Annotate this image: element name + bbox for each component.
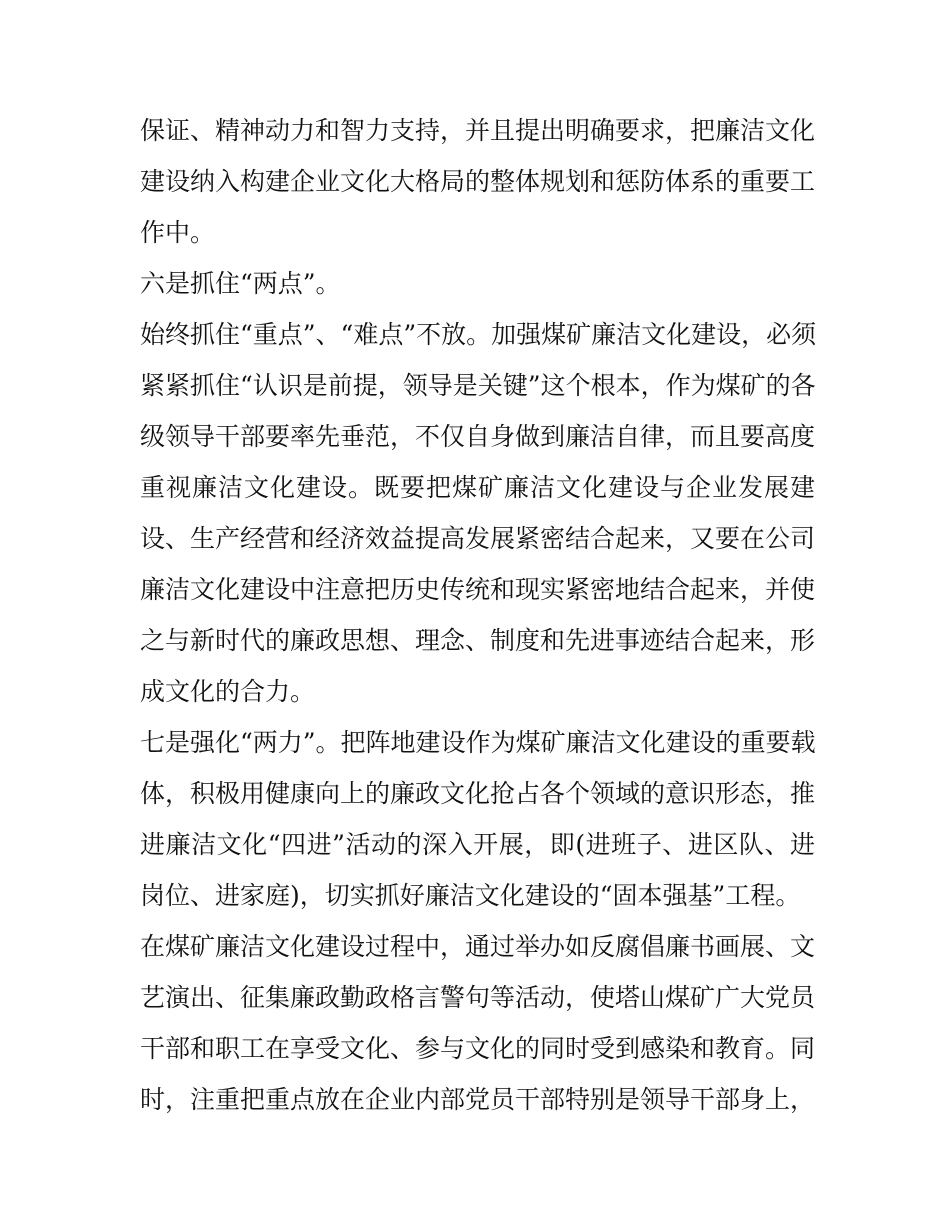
text-line: 七是强化“两力”。把阵地建设作为煤矿廉洁文化建设的重要载 xyxy=(140,728,816,757)
text-line: 级领导干部要率先垂范，不仅自身做到廉洁自律，而且要高度 xyxy=(140,422,816,451)
text-line: 重视廉洁文化建设。既要把煤矿廉洁文化建设与企业发展建 xyxy=(140,473,815,502)
text-line: 六是抓住“两点”。 xyxy=(140,269,341,298)
text-line: 之与新时代的廉政思想、理念、制度和先进事迹结合起来，形 xyxy=(140,626,816,655)
text-line: 成文化的合力。 xyxy=(140,677,316,706)
text-line: 廉洁文化建设中注意把历史传统和现实紧密地结合起来，并使 xyxy=(140,575,816,604)
text-line: 始终抓住“重点”、“难点”不放。加强煤矿廉洁文化建设，必须 xyxy=(140,320,817,349)
text-line: 岗位、进家庭)，切实抓好廉洁文化建设的“固本强基”工程。 xyxy=(140,881,801,910)
text-line: 作中。 xyxy=(140,218,216,247)
text-line: 艺演出、征集廉政勤政格言警句等活动，使塔山煤矿广大党员 xyxy=(140,983,816,1012)
text-line: 紧紧抓住“认识是前提，领导是关键”这个根本，作为煤矿的各 xyxy=(140,371,816,400)
text-line: 干部和职工在享受文化、参与文化的同时受到感染和教育。同 xyxy=(140,1034,816,1063)
text-line: 在煤矿廉洁文化建设过程中，通过举办如反腐倡廉书画展、文 xyxy=(140,932,816,961)
text-line: 设、生产经营和经济效益提高发展紧密结合起来，又要在公司 xyxy=(140,524,816,553)
text-line: 体，积极用健康向上的廉政文化抢占各个领域的意识形态，推 xyxy=(140,779,816,808)
text-line: 保证、精神动力和智力支持，并且提出明确要求，把廉洁文化 xyxy=(140,116,816,145)
text-line: 进廉洁文化“四进”活动的深入开展，即(进班子、进区队、进 xyxy=(140,830,815,859)
document-body xyxy=(140,105,815,1125)
text-line: 时，注重把重点放在企业内部党员干部特别是领导干部身上， xyxy=(140,1085,816,1114)
text-line: 建设纳入构建企业文化大格局的整体规划和惩防体系的重要工 xyxy=(140,167,816,196)
